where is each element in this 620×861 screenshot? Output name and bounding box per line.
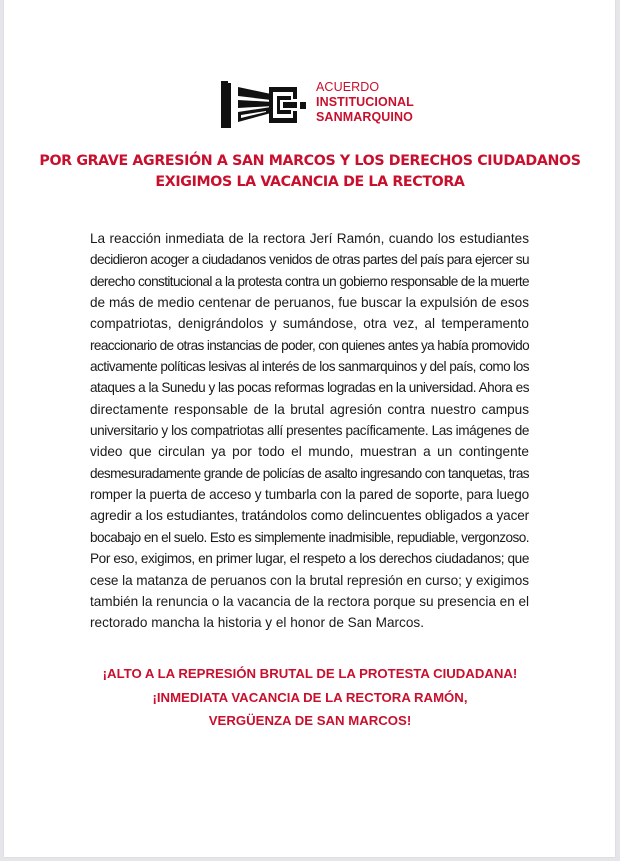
logo-line-1: ACUERDO bbox=[316, 80, 380, 94]
slogan-line-3: VERGÜENZA DE SAN MARCOS! bbox=[208, 713, 412, 728]
body-line: derecho constitucional a la protesta contra un gobierno responsable de la muerte bbox=[90, 273, 529, 289]
body-line: rectorado mancha la historia y el honor de San Marcos. bbox=[90, 615, 424, 631]
body-line: La reacción inmediata de la rectora Jerí Ramón, cuando los estudiantes bbox=[90, 231, 529, 246]
body-line: cese la matanza de peruanos con la brutal represión en curso; y exigimos bbox=[90, 572, 529, 588]
body-line: Por eso, exigimos, en primer lugar, el respeto a los derechos ciudadanos; que bbox=[90, 551, 529, 567]
title-line-1: POR GRAVE AGRESIÓN A SAN MARCOS Y LOS DERECHOS CIUDADANOS bbox=[39, 153, 581, 169]
slogan-line-1: ¡ALTO A LA REPRESIÓN BRUTAL DE LA PROTESTA CIUDADANA! bbox=[102, 666, 518, 681]
document-title bbox=[0, 151, 620, 193]
body-line: bocabajo en el suelo. Esto es simplemente inadmisible, repudiable, vergonzoso. bbox=[90, 529, 529, 545]
logo-line-2: INSTITUCIONAL bbox=[316, 95, 414, 109]
body-line: directamente responsable de la brutal agresión contra nuestro campus bbox=[90, 401, 529, 417]
body-line: también la renuncia o la vacancia de la rectora porque su presencia en el bbox=[90, 593, 529, 609]
title-line-2: EXIGIMOS LA VACANCIA DE LA RECTORA bbox=[155, 174, 465, 190]
body-line: desmesuradamente grande de policías de asalto ingresando con tanquetas, tras bbox=[90, 465, 529, 481]
body-line: romper la puerta de acceso y tumbarla con la pared de soporte, para luego bbox=[90, 487, 529, 503]
body-line: video que circulan ya por todo el mundo, muestran a un contingente bbox=[90, 444, 529, 460]
body-line: de más de medio centenar de peruanos, fue buscar la expulsión de esos bbox=[90, 295, 529, 311]
body-line: compatriotas, denigrándolos y sumándose, otra vez, al temperamento bbox=[90, 316, 529, 332]
body-paragraph bbox=[90, 228, 529, 634]
slogans bbox=[0, 662, 620, 733]
body-line: activamente políticas lesivas al interés de los sanmarquinos y del país, como los bbox=[90, 359, 529, 375]
body-line: reaccionario de otras instancias de poder, con quienes antes ya había promovido bbox=[90, 337, 529, 353]
san-marcos-building-icon bbox=[221, 78, 311, 130]
logo-line-3: SANMARQUINO bbox=[316, 110, 413, 124]
body-line: universitario y los compatriotas allí presentes pacíficamente. Las imágenes de bbox=[90, 423, 529, 439]
logo bbox=[221, 78, 414, 130]
body-line: agredir a los estudiantes, tratándolos como delincuentes obligados a yacer bbox=[90, 508, 529, 524]
body-line: decidieron acoger a ciudadanos venidos de otras partes del país para ejercer su bbox=[90, 252, 529, 268]
body-line: ataques a la Sunedu y las pocas reformas logradas en la universidad. Ahora es bbox=[90, 380, 529, 396]
slogan-line-2: ¡INMEDIATA VACANCIA DE LA RECTORA RAMÓN, bbox=[152, 689, 468, 705]
logo-text bbox=[316, 80, 414, 125]
